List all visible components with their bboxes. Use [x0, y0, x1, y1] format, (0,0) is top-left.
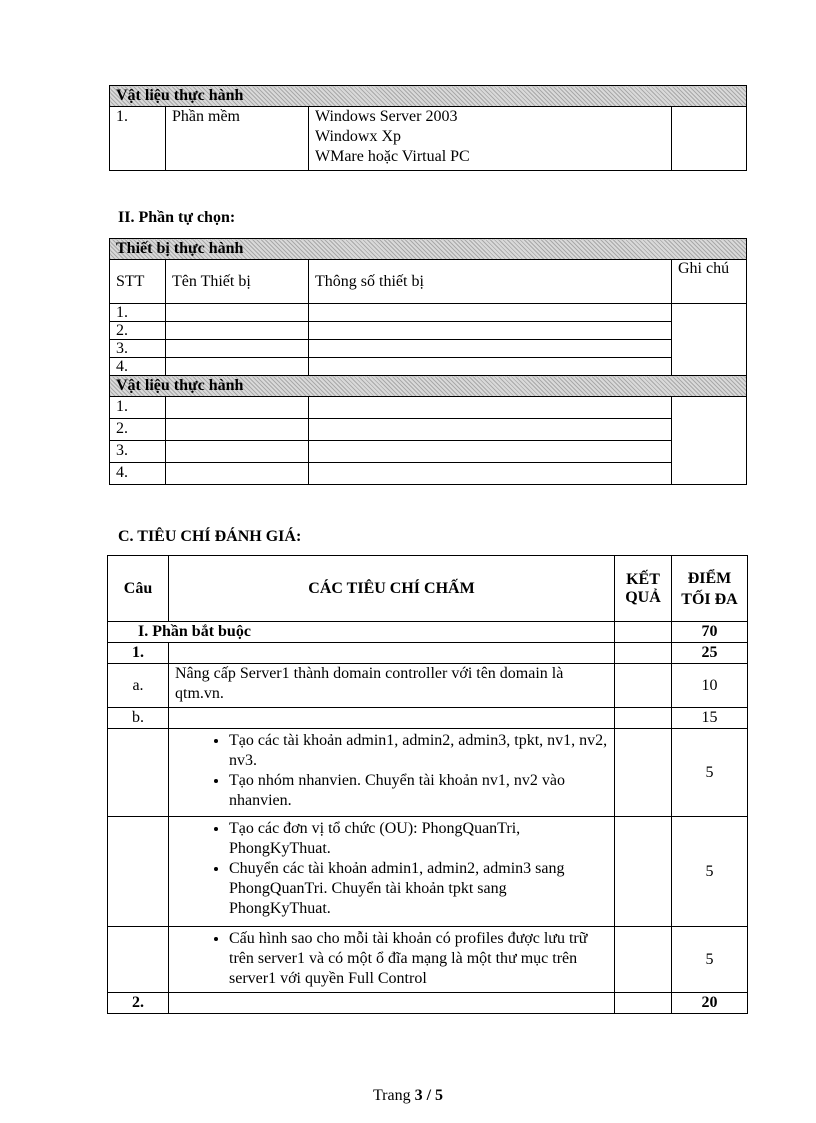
materials-row-name: Phần mềm	[166, 107, 309, 171]
material-note-cell	[672, 397, 747, 485]
col-criteria: CÁC TIÊU CHÍ CHẤM	[169, 556, 615, 622]
part1-label: I. Phần bắt buộc	[108, 622, 615, 643]
page-footer	[0, 1087, 816, 1105]
qa-text: Nâng cấp Server1 thành domain controller với tên domain là qtm.vn.	[169, 664, 615, 708]
group2-criteria	[169, 817, 615, 927]
q2-label: 2.	[108, 993, 169, 1014]
equip-row-stt: 1.	[110, 304, 166, 322]
material-row-stt: 4.	[110, 463, 166, 485]
group2-score: 5	[672, 817, 748, 927]
criteria-item: • Tạo các đơn vị tổ chức (OU): PhongQuanTri, PhongKyThuat.	[229, 819, 608, 859]
criteria-item: • Tạo các tài khoản admin1, admin2, admin3, tpkt, nv1, nv2, nv3.	[229, 731, 608, 771]
col-result: KẾT QUẢ	[615, 556, 672, 622]
group1-score: 5	[672, 729, 748, 817]
q2-score: 20	[672, 993, 748, 1014]
spec-line: WMare hoặc Virtual PC	[315, 148, 470, 165]
qa-score: 10	[672, 664, 748, 708]
section-c-title: C. TIÊU CHÍ ĐÁNH GIÁ:	[118, 528, 302, 545]
criteria-item: • Chuyển các tài khoản admin1, admin2, admin3 sang PhongQuanTri. Chuyển tài khoản tpkt sang PhongKyThuat.	[229, 859, 608, 919]
col-spec: Thông số thiết bị	[309, 260, 672, 304]
materials2-header: Vật liệu thực hành	[110, 376, 747, 397]
optional-table	[109, 238, 747, 485]
section-2-title: II. Phần tự chọn:	[118, 209, 236, 226]
materials-row-note	[672, 107, 747, 171]
footer-prefix: Trang	[372, 1087, 415, 1104]
qa-label: a.	[108, 664, 169, 708]
col-name: Tên Thiết bị	[166, 260, 309, 304]
q1-label: 1.	[108, 643, 169, 664]
materials-row-specs	[309, 107, 672, 171]
spec-line: Windows Server 2003	[315, 108, 458, 125]
equip-row-stt: 2.	[110, 322, 166, 340]
col-note: Ghi chú	[672, 260, 747, 304]
col-max: ĐIỂM TỐI ĐA	[672, 556, 748, 622]
equip-row-stt: 3.	[110, 340, 166, 358]
equip-row-stt: 4.	[110, 358, 166, 376]
spec-line: Windowx Xp	[315, 128, 402, 145]
group3-criteria	[169, 927, 615, 993]
criteria-item: • Tạo nhóm nhanvien. Chuyển tài khoản nv1, nv2 vào nhanvien.	[229, 771, 608, 811]
q1-score: 25	[672, 643, 748, 664]
part1-score: 70	[672, 622, 748, 643]
qb-label: b.	[108, 708, 169, 729]
criteria-table	[107, 555, 748, 1014]
materials-table	[109, 85, 747, 171]
material-row-stt: 3.	[110, 441, 166, 463]
material-row-stt: 1.	[110, 397, 166, 419]
equip-note-cell	[672, 304, 747, 376]
equipment-header: Thiết bị thực hành	[110, 239, 747, 260]
group1-criteria	[169, 729, 615, 817]
criteria-item: • Cấu hình sao cho mỗi tài khoản có profiles được lưu trữ trên server1 và có một ổ đĩa mạng là một thư mục trên server1 với quyền Full Control	[229, 929, 608, 989]
material-row-stt: 2.	[110, 419, 166, 441]
group3-score: 5	[672, 927, 748, 993]
materials-header: Vật liệu thực hành	[110, 86, 747, 107]
col-stt: STT	[110, 260, 166, 304]
col-cau: Câu	[108, 556, 169, 622]
qb-score: 15	[672, 708, 748, 729]
page-number: 3 / 5	[414, 1087, 444, 1104]
materials-row-stt: 1.	[110, 107, 166, 171]
